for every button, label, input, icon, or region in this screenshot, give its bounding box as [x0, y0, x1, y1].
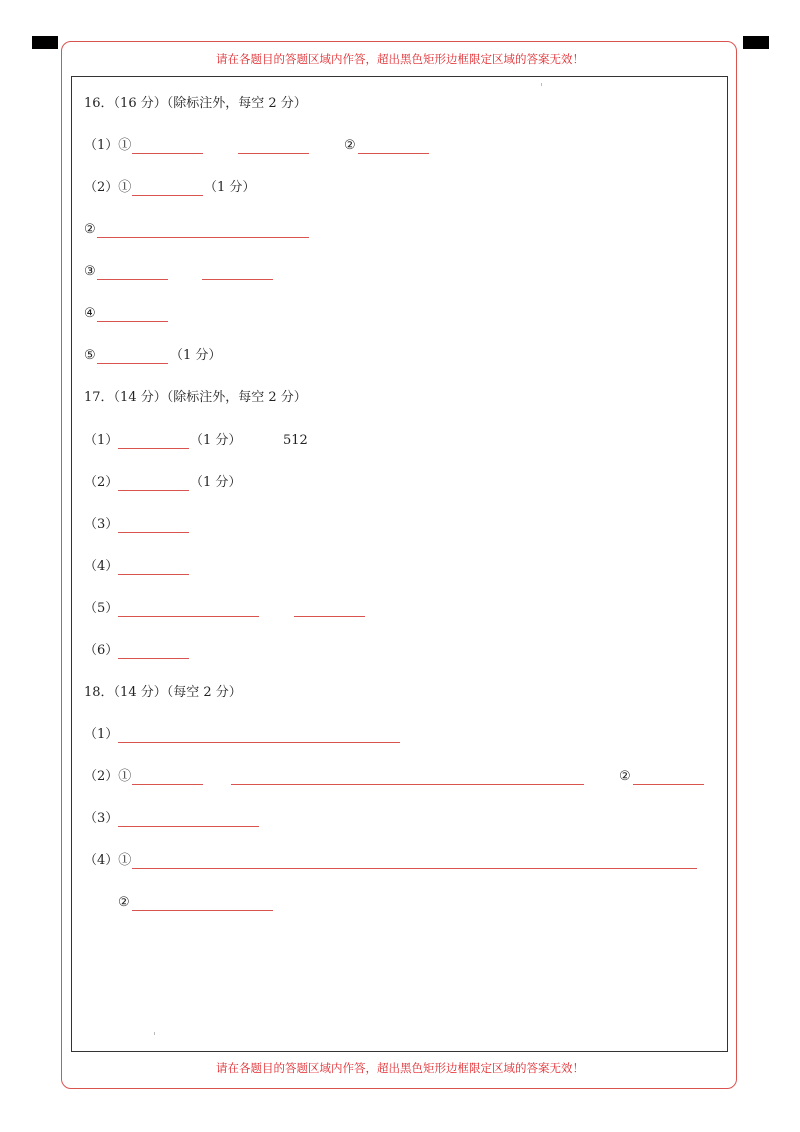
q17-blank-6[interactable]	[118, 658, 189, 659]
q18-blank-2b[interactable]	[231, 784, 584, 785]
q16-part1-sub2-label: ②	[344, 138, 356, 153]
q17-part1-note: （1 分）	[190, 433, 242, 448]
q16-blank-2e[interactable]	[97, 321, 168, 322]
q16-blank-1b[interactable]	[238, 153, 309, 154]
scan-mark	[541, 83, 542, 86]
q16-blank-2f[interactable]	[97, 363, 168, 364]
warning-top: 请在各题目的答题区域内作答，超出黑色矩形边框限定区域的答案无效！	[216, 52, 584, 66]
q17-blank-5a[interactable]	[118, 616, 259, 617]
q18-blank-2a[interactable]	[132, 784, 203, 785]
q18-part4-sub2-label: ②	[118, 895, 130, 910]
q16-blank-2c[interactable]	[97, 279, 168, 280]
q17-part1-label: （1）	[84, 433, 119, 448]
q16-blank-1a[interactable]	[132, 153, 203, 154]
q16-blank-2d[interactable]	[202, 279, 273, 280]
q16-part2-sub4-label: ④	[84, 306, 96, 321]
q17-part2-note: （1 分）	[190, 475, 242, 490]
q16-part2-sub3-label: ③	[84, 264, 96, 279]
q17-part5-label: （5）	[84, 601, 119, 616]
q16-blank-2a[interactable]	[132, 195, 203, 196]
q18-part2-sub2-label: ②	[619, 769, 631, 784]
q17-part4-label: （4）	[84, 559, 119, 574]
q16-part2-label: （2）①	[84, 180, 132, 195]
scan-mark	[154, 1032, 155, 1035]
q18-blank-1[interactable]	[118, 742, 400, 743]
q16-part2-note: （1 分）	[204, 180, 256, 195]
warning-bottom: 请在各题目的答题区域内作答，超出黑色矩形边框限定区域的答案无效！	[216, 1061, 584, 1075]
registration-marker-right	[743, 36, 769, 49]
q16-part2-sub5-note: （1 分）	[170, 348, 222, 363]
q17-part6-label: （6）	[84, 643, 119, 658]
q17-blank-4[interactable]	[118, 574, 189, 575]
q16-part2-sub2-label: ②	[84, 222, 96, 237]
q17-blank-3[interactable]	[118, 532, 189, 533]
q17-part3-label: （3）	[84, 517, 119, 532]
q17-blank-5b[interactable]	[294, 616, 365, 617]
q16-blank-2b[interactable]	[97, 237, 309, 238]
q17-part2-label: （2）	[84, 475, 119, 490]
q18-blank-3[interactable]	[118, 826, 259, 827]
q17-blank-2[interactable]	[118, 490, 189, 491]
q17-header: 17．（14 分）（除标注外，每空 2 分）	[84, 390, 307, 405]
q17-part1-value: 512	[283, 433, 308, 448]
q16-blank-1c[interactable]	[358, 153, 429, 154]
q17-blank-1[interactable]	[118, 448, 189, 449]
q18-part4-label: （4）①	[84, 853, 132, 868]
q16-part2-sub5-label: ⑤	[84, 348, 96, 363]
q18-blank-2c[interactable]	[633, 784, 704, 785]
answer-box	[71, 76, 728, 1052]
q18-header: 18．（14 分）（每空 2 分）	[84, 685, 242, 700]
registration-marker-left	[32, 36, 58, 49]
q16-part1-label: （1）①	[84, 138, 132, 153]
q18-part1-label: （1）	[84, 727, 119, 742]
q18-part3-label: （3）	[84, 811, 119, 826]
q16-header: 16．（16 分）（除标注外，每空 2 分）	[84, 96, 307, 111]
q18-part2-label: （2）①	[84, 769, 132, 784]
q18-blank-4a[interactable]	[132, 868, 697, 869]
q18-blank-4b[interactable]	[132, 910, 273, 911]
